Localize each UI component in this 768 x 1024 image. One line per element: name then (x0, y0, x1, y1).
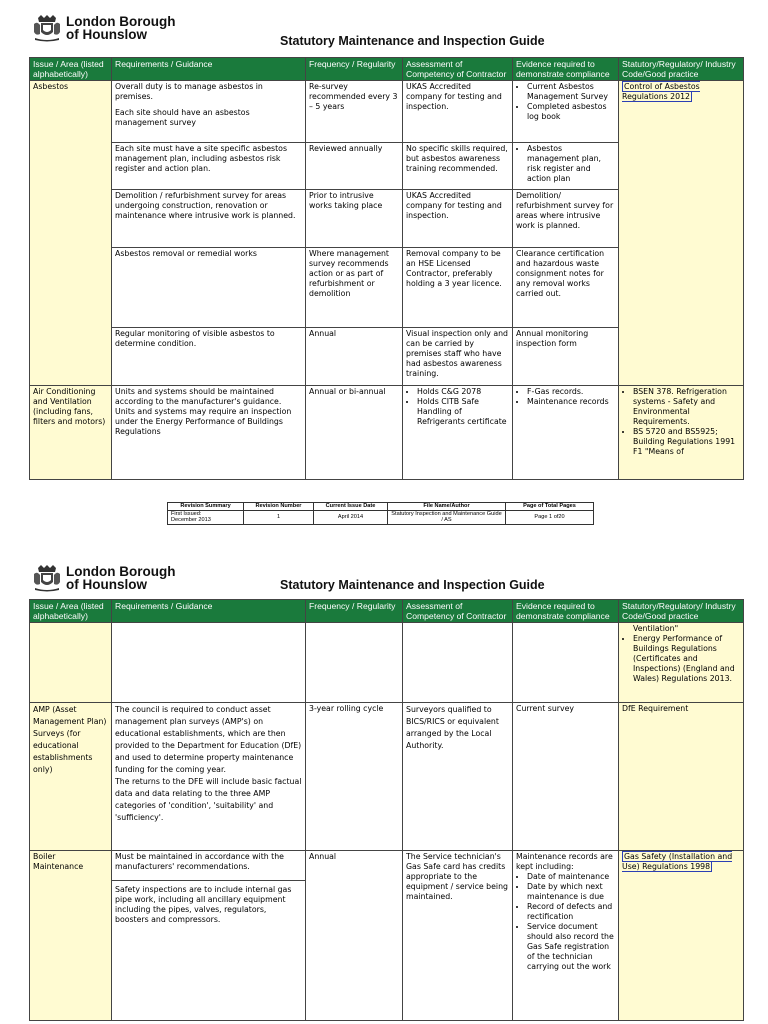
frequency-cell (306, 623, 403, 703)
frequency-cell: Annual (306, 328, 403, 386)
evidence-cell: Current survey (513, 703, 619, 851)
requirements-cell: Demolition / refurbishment survey for areas undergoing construction, renovation or maintenance where intrusive work is planned. (112, 190, 306, 248)
statutory-continued (619, 623, 744, 703)
frequency-cell: Where management survey recommends action or as part of refurbishment or demolition (306, 248, 403, 328)
evidence-item: • Service document should also record the Gas Safe registration of the technician carrying out the work (527, 922, 615, 972)
issue-boiler-maintenance: Boiler Maintenance (30, 851, 112, 1021)
evidence-item: • F-Gas records. (527, 387, 615, 397)
competency-cell: Removal company to be an HSE Licensed Contractor, preferably holding a 3 year licence. (403, 248, 513, 328)
revision-header: Current Issue Date (314, 503, 388, 511)
evidence-cell (513, 143, 619, 190)
revision-header: Revision Number (244, 503, 314, 511)
page-prefix: Page (534, 513, 548, 520)
column-header-issue: Issue / Area (listed alphabetically) (30, 58, 112, 81)
requirement-text: Safety inspections are to include internal gas pipe work, including all ancillary equipment including the pipes, valves, regulators, boosters and compressors. (115, 885, 292, 924)
org-name-line2: of Hounslow (66, 577, 147, 592)
requirements-cell (112, 623, 306, 703)
requirements-cell: Regular monitoring of visible asbestos to determine condition. (112, 328, 306, 386)
guide-table (29, 599, 744, 1021)
requirement-text: Each site should have an asbestos management survey (115, 108, 250, 127)
evidence-cell (513, 386, 619, 480)
competency-cell: Surveyors qualified to BICS/RICS or equivalent arranged by the Local Authority. (403, 703, 513, 851)
column-header-issue: Issue / Area (listed alphabetically) (30, 600, 112, 623)
revision-data-row (168, 510, 594, 524)
frequency-cell: Reviewed annually (306, 143, 403, 190)
evidence-item: • Current Asbestos Management Survey (527, 82, 615, 102)
evidence-item: • Date by which next maintenance is due (527, 882, 615, 902)
evidence-intro: Maintenance records are kept including: (516, 852, 613, 871)
statutory-item: • Energy Performance of Buildings Regulations (Certificates and Inspections) (England and Wales) Regulations 2013. (633, 634, 740, 684)
evidence-item: • Maintenance records (527, 397, 615, 407)
page-total: 20 (558, 513, 565, 520)
table-row (30, 386, 744, 480)
requirements-cell (112, 851, 306, 1021)
org-name-line1: London Borough (66, 14, 176, 29)
statutory-boiler (619, 851, 744, 1021)
issue-asbestos: Asbestos (30, 81, 112, 386)
evidence-item: • Completed asbestos log book (527, 102, 615, 122)
revision-number: 1 (244, 510, 314, 524)
requirements-cell (112, 81, 306, 143)
coat-of-arms-icon (32, 564, 62, 592)
first-issued-label: First Issued: (171, 510, 202, 517)
evidence-cell (513, 81, 619, 143)
revision-header: Revision Summary (168, 503, 244, 511)
statutory-item: • BSEN 378. Refrigeration systems - Safety and Environmental Requirements. (633, 387, 740, 427)
table-row (30, 851, 744, 1021)
issue-amp-surveys: AMP (Asset Management Plan) Surveys (for educational establishments only) (30, 703, 112, 851)
revision-header: Page of Total Pages (506, 503, 594, 511)
document-title: Statutory Maintenance and Inspection Guide (280, 578, 545, 592)
evidence-cell (513, 851, 619, 1021)
statutory-asbestos (619, 81, 744, 386)
table-header-row (30, 58, 744, 81)
requirement-text: Overall duty is to manage asbestos in premises. (115, 82, 263, 101)
file-name-author: Statutory Inspection and Maintenance Guide / AS (388, 510, 506, 524)
issue-air-conditioning: Air Conditioning and Ventilation (including fans, filters and motors) (30, 386, 112, 480)
evidence-item: • Date of maintenance (527, 872, 615, 882)
document-title: Statutory Maintenance and Inspection Guide (280, 34, 545, 48)
requirements-cell (112, 703, 306, 851)
frequency-cell: Re-survey recommended every 3 – 5 years (306, 81, 403, 143)
column-header-evidence: Evidence required to demonstrate compliance (513, 600, 619, 623)
coat-of-arms-icon (32, 14, 62, 42)
column-header-competency: Assessment of Competency of Contractor (403, 600, 513, 623)
competency-cell: UKAS Accredited company for testing and inspection. (403, 190, 513, 248)
column-header-statutory: Statutory/Regulatory/ Industry Code/Good practice (619, 58, 744, 81)
statutory-item: • BS 5720 and BS5925; Building Regulations 1991 F1 "Means of (633, 427, 740, 457)
revision-header: File Name/Author (388, 503, 506, 511)
column-header-statutory: Statutory/Regulatory/ Industry Code/Good practice (619, 600, 744, 623)
requirement-text: Must be maintained in accordance with the manufacturers' recommendations. (112, 851, 305, 881)
revision-summary-table (167, 502, 594, 525)
column-header-requirements: Requirements / Guidance (112, 600, 306, 623)
column-header-frequency: Frequency / Regularity (306, 58, 403, 81)
competency-cell (403, 623, 513, 703)
frequency-cell: 3-year rolling cycle (306, 703, 403, 851)
statutory-tail: Ventilation" (633, 624, 679, 633)
requirement-text: The council is required to conduct asset management plan surveys (AMP's) on educational establishments, which are then provided to the Department for Education (DfE) and used to determine property maintenance funding for the coming year. (115, 705, 302, 774)
table-row (30, 81, 744, 143)
frequency-cell: Annual (306, 851, 403, 1021)
frequency-cell: Annual or bi-annual (306, 386, 403, 480)
column-header-frequency: Frequency / Regularity (306, 600, 403, 623)
evidence-cell: Clearance certification and hazardous waste consignment notes for any removal works carried out. (513, 248, 619, 328)
page-indicator (506, 510, 594, 524)
council-logo (32, 564, 175, 592)
competency-cell: The Service technician's Gas Safe card has credits appropriate to the equipment / service being maintained. (403, 851, 513, 1021)
statutory-amp: DfE Requirement (619, 703, 744, 851)
guide-table (29, 57, 744, 480)
council-logo (32, 14, 175, 42)
competency-cell: No specific skills required, but asbestos awareness training recommended. (403, 143, 513, 190)
competency-cell (403, 386, 513, 480)
requirements-cell: Each site must have a site specific asbestos management plan, including asbestos risk register and action plan. (112, 143, 306, 190)
page-of: of (553, 513, 559, 520)
column-header-requirements: Requirements / Guidance (112, 58, 306, 81)
document-page-2 (0, 556, 768, 1024)
table-header-row (30, 600, 744, 623)
revision-header-row (168, 503, 594, 511)
competency-cell: Visual inspection only and can be carried by premises staff who have had asbestos awareness training. (403, 328, 513, 386)
page-number: 1 (549, 513, 553, 520)
competency-cell: UKAS Accredited company for testing and inspection. (403, 81, 513, 143)
regulation-link[interactable]: Gas Safety (Installation and Use) Regulations 1998 (622, 852, 733, 871)
evidence-item: • Record of defects and rectification (527, 902, 615, 922)
regulation-link[interactable]: Control of Asbestos Regulations 2012 (622, 82, 700, 101)
column-header-evidence: Evidence required to demonstrate compliance (513, 58, 619, 81)
table-row (30, 703, 744, 851)
issue-continued (30, 623, 112, 703)
evidence-cell: Annual monitoring inspection form (513, 328, 619, 386)
evidence-item: • Asbestos management plan, risk register and action plan (527, 144, 615, 184)
competency-item: • Holds CITB Safe Handling of Refrigerants certificate (417, 397, 509, 427)
competency-item: • Holds C&G 2078 (417, 387, 509, 397)
table-row (30, 623, 744, 703)
evidence-cell: Demolition/ refurbishment survey for areas where intrusive work is planned. (513, 190, 619, 248)
requirements-cell: Units and systems should be maintained according to the manufacturer's guidance. Units and systems may require an inspection under the Energy Performance of Buildings Regulations (112, 386, 306, 480)
first-issued-date: December 2013 (171, 517, 211, 523)
evidence-cell (513, 623, 619, 703)
org-name-line2: of Hounslow (66, 27, 147, 42)
requirement-text: The returns to the DFE will include basic factual data and data relating to the three AMP categories of 'condition', 'suitability' and 'sufficiency'. (115, 777, 302, 822)
frequency-cell: Prior to intrusive works taking place (306, 190, 403, 248)
requirements-cell: Asbestos removal or remedial works (112, 248, 306, 328)
column-header-competency: Assessment of Competency of Contractor (403, 58, 513, 81)
first-issued-cell (168, 510, 244, 524)
org-name-line1: London Borough (66, 564, 176, 579)
current-issue-date: April 2014 (314, 510, 388, 524)
statutory-air-conditioning (619, 386, 744, 480)
